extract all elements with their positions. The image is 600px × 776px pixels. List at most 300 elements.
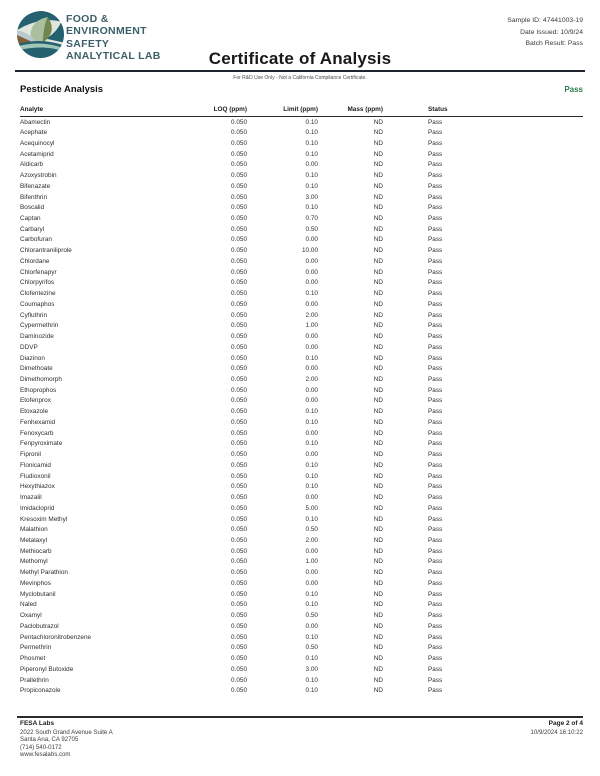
cell-limit: 0.10 [305,182,318,190]
cell-limit: 0.10 [305,483,318,491]
cell-status: Pass [428,322,443,330]
cell-loq: 0.050 [231,472,247,480]
print-timestamp: 10/9/2024 16:10:22 [530,728,583,736]
cell-loq: 0.050 [231,311,247,319]
cell-status: Pass [428,451,443,459]
lab-name-line: ENVIRONMENT [66,25,147,38]
table-row [20,320,583,331]
header-divider [15,70,585,72]
cell-analyte: Carbaryl [20,225,45,233]
cell-analyte: Captan [20,214,41,222]
cell-status: Pass [428,268,443,276]
cell-limit: 0.10 [305,354,318,362]
cell-analyte: Oxamyl [20,612,42,620]
cell-limit: 0.10 [305,515,318,523]
cell-loq: 0.050 [231,397,247,405]
cell-limit: 0.10 [305,139,318,147]
cell-loq: 0.050 [231,622,247,630]
cell-mass: ND [373,354,383,362]
cell-analyte: Daminozide [20,333,54,341]
table-row [20,353,583,364]
cell-status: Pass [428,290,443,298]
table-row [20,331,583,342]
cell-loq: 0.050 [231,644,247,652]
table-row [20,675,583,686]
cell-mass: ND [373,193,383,201]
cell-analyte: Fipronil [20,451,41,459]
cell-status: Pass [428,408,443,416]
cell-loq: 0.050 [231,601,247,609]
cell-limit: 0.10 [305,418,318,426]
cell-loq: 0.050 [231,429,247,437]
cell-status: Pass [428,558,443,566]
cell-status: Pass [428,365,443,373]
cell-loq: 0.050 [231,655,247,663]
cell-status: Pass [428,687,443,695]
cell-loq: 0.050 [231,290,247,298]
cell-analyte: Dimethoate [20,365,53,373]
table-row [20,342,583,353]
cell-loq: 0.050 [231,483,247,491]
sample-id-value: 47441003-19 [542,17,583,24]
cell-limit: 0.10 [305,655,318,663]
pesticide-table-body [20,117,583,697]
cell-mass: ND [373,655,383,663]
cell-loq: 0.050 [231,526,247,534]
cell-loq: 0.050 [231,590,247,598]
cell-loq: 0.050 [231,440,247,448]
cell-mass: ND [373,440,383,448]
cell-status: Pass [428,343,443,351]
footer-divider [17,716,583,718]
section-result-badge: Pass [564,85,583,94]
cell-loq: 0.050 [231,676,247,684]
cell-mass: ND [373,644,383,652]
cell-analyte: Chlordane [20,257,50,265]
cell-analyte: Flonicamid [20,461,51,469]
disclaimer-text: For R&D Use Only - Not a California Compliance Certificate. [233,75,367,81]
cell-analyte: Aldicarb [20,161,44,169]
cell-loq: 0.050 [231,504,247,512]
cell-loq: 0.050 [231,558,247,566]
cell-status: Pass [428,418,443,426]
table-row [20,578,583,589]
cell-status: Pass [428,483,443,491]
cell-status: Pass [428,161,443,169]
footer-phone: (714) 540-0172 [20,743,62,751]
cell-analyte: Bifenthrin [20,193,47,201]
date-issued-value: 10/9/24 [560,28,583,36]
table-row [20,589,583,600]
column-header-loq: LOQ (ppm) [185,106,247,117]
cell-mass: ND [373,333,383,341]
table-row [20,471,583,482]
cell-analyte: Prallethrin [20,676,49,684]
cell-mass: ND [373,204,383,212]
cell-loq: 0.050 [231,612,247,620]
cell-loq: 0.050 [231,204,247,212]
cell-analyte: Methomyl [20,558,48,566]
table-row [20,385,583,396]
table-row [20,567,583,578]
page-title: Certificate of Analysis [208,49,392,68]
cell-loq: 0.050 [231,268,247,276]
cell-loq: 0.050 [231,193,247,201]
cell-loq: 0.050 [231,129,247,137]
cell-status: Pass [428,354,443,362]
cell-limit: 0.00 [305,333,318,341]
cell-status: Pass [428,129,443,137]
cell-analyte: Abamectin [20,118,51,126]
cell-mass: ND [373,504,383,512]
cell-mass: ND [373,375,383,383]
cell-mass: ND [373,311,383,319]
cell-mass: ND [373,547,383,555]
cell-mass: ND [373,515,383,523]
cell-analyte: Pentachloronitrobenzene [20,633,92,641]
cell-loq: 0.050 [231,451,247,459]
batch-result-label: Batch Result: [525,40,566,47]
cell-loq: 0.050 [231,279,247,287]
section-header [20,84,583,95]
cell-analyte: Methiocarb [20,547,52,555]
cell-mass: ND [373,225,383,233]
cell-limit: 0.70 [305,214,318,222]
cell-loq: 0.050 [231,236,247,244]
table-row [20,503,583,514]
cell-analyte: Malathion [20,526,48,534]
cell-mass: ND [373,300,383,308]
lab-name-line: SAFETY [66,37,110,50]
cell-loq: 0.050 [231,537,247,544]
cell-status: Pass [428,590,443,598]
cell-mass: ND [373,150,383,158]
cell-limit: 0.10 [305,204,318,212]
table-row [20,685,583,696]
column-header-status: Status [383,106,583,117]
cell-status: Pass [428,644,443,652]
cell-mass: ND [373,472,383,480]
cell-mass: ND [373,590,383,598]
cell-status: Pass [428,633,443,641]
cell-analyte: Acequinocyl [20,139,55,147]
cell-status: Pass [428,386,443,394]
cell-limit: 0.50 [305,612,318,620]
cell-loq: 0.050 [231,161,247,169]
cell-analyte: Acephate [20,129,48,137]
cell-limit: 0.00 [305,386,318,394]
cell-status: Pass [428,569,443,577]
cell-loq: 0.050 [231,300,247,308]
cell-loq: 0.050 [231,408,247,416]
cell-limit: 0.00 [305,547,318,555]
cell-status: Pass [428,182,443,190]
table-row [20,256,583,267]
cell-status: Pass [428,333,443,341]
cell-status: Pass [428,214,443,222]
footer-address-line: 2022 South Grand Avenue Suite A [20,728,113,736]
table-row [20,396,583,407]
batch-result-line [507,38,583,50]
table-row [20,417,583,428]
cell-status: Pass [428,193,443,201]
table-row [20,621,583,632]
cell-loq: 0.050 [231,687,247,695]
table-row [20,159,583,170]
table-row [20,514,583,525]
cell-limit: 0.00 [305,268,318,276]
cell-limit: 0.00 [305,279,318,287]
cell-loq: 0.050 [231,322,247,330]
lab-name-line: FOOD & [66,13,109,25]
cell-mass: ND [373,612,383,620]
cell-mass: ND [373,408,383,416]
cell-analyte: Permethrin [20,644,52,652]
cell-limit: 0.50 [305,225,318,233]
footer-page-info [530,720,583,737]
cell-limit: 0.10 [305,290,318,298]
cell-status: Pass [428,429,443,437]
cell-limit: 0.00 [305,236,318,244]
cell-status: Pass [428,665,443,673]
cell-loq: 0.050 [231,150,247,158]
cell-loq: 0.050 [231,418,247,426]
cell-analyte: Chlorantraniliprole [20,247,72,255]
cell-status: Pass [428,622,443,630]
cell-limit: 2.00 [305,537,318,544]
cell-status: Pass [428,494,443,502]
table-row [20,310,583,321]
cell-loq: 0.050 [231,182,247,190]
cell-analyte: DDVP [20,343,38,351]
cell-analyte: Naled [20,601,37,609]
cell-analyte: Fenoxycarb [20,429,54,437]
cell-limit: 0.00 [305,569,318,577]
cell-mass: ND [373,129,383,137]
section-title: Pesticide Analysis [20,84,104,95]
cell-analyte: Diazinon [20,354,45,362]
table-row [20,363,583,374]
table-row [20,653,583,664]
cell-analyte: Etofenprox [20,397,51,405]
cell-mass: ND [373,279,383,287]
lab-name-line: ANALYTICAL LAB [66,50,161,63]
cell-limit: 0.50 [305,644,318,652]
cell-analyte: Paclobutrazol [20,622,59,630]
cell-mass: ND [373,601,383,609]
table-row [20,278,583,289]
cell-analyte: Fludioxonil [20,472,51,480]
cell-limit: 0.10 [305,472,318,480]
cell-mass: ND [373,386,383,394]
table-row [20,600,583,611]
cell-limit: 0.00 [305,429,318,437]
cell-limit: 0.00 [305,161,318,169]
table-row [20,149,583,160]
cell-limit: 0.10 [305,633,318,641]
cell-loq: 0.050 [231,333,247,341]
cell-mass: ND [373,118,383,126]
sample-meta [507,15,583,50]
cell-mass: ND [373,537,383,544]
cell-analyte: Hexythiazox [20,483,55,491]
cell-status: Pass [428,472,443,480]
cell-analyte: Methyl Parathion [20,569,68,577]
cell-limit: 1.00 [305,322,318,330]
cell-loq: 0.050 [231,257,247,265]
cell-analyte: Imidacloprid [20,504,55,512]
cell-limit: 0.10 [305,461,318,469]
cell-mass: ND [373,322,383,330]
cell-mass: ND [373,268,383,276]
cell-status: Pass [428,225,443,233]
cell-mass: ND [373,418,383,426]
cell-limit: 0.10 [305,408,318,416]
footer-address-line: Santa Ana, CA 92705 [20,736,79,744]
cell-loq: 0.050 [231,569,247,577]
date-issued-label: Date Issued: [520,28,559,36]
cell-mass: ND [373,558,383,566]
cell-analyte: Azoxystrobin [20,172,57,180]
table-row [20,524,583,535]
cell-mass: ND [373,461,383,469]
table-row [20,245,583,256]
page-number: Page 2 of 4 [548,720,583,727]
cell-status: Pass [428,311,443,319]
cell-limit: 2.00 [305,375,318,383]
cell-analyte: Myclobutanil [20,590,56,598]
cell-loq: 0.050 [231,343,247,351]
cell-status: Pass [428,461,443,469]
column-header-analyte: Analyte [20,106,185,117]
cell-loq: 0.050 [231,139,247,147]
cell-limit: 0.00 [305,257,318,265]
table-row [20,460,583,471]
cell-mass: ND [373,365,383,373]
cell-mass: ND [373,665,383,673]
cell-loq: 0.050 [231,247,247,255]
cell-mass: ND [373,139,383,147]
cell-analyte: Imazalil [20,494,42,502]
table-row [20,557,583,568]
cell-limit: 5.00 [305,504,318,512]
cell-status: Pass [428,515,443,523]
cell-loq: 0.050 [231,225,247,233]
batch-result-value: Pass [567,40,583,47]
cell-analyte: Metalaxyl [20,537,47,544]
cell-status: Pass [428,172,443,180]
cell-analyte: Piperonyl Butoxide [20,665,74,673]
cell-limit: 0.00 [305,579,318,587]
cell-analyte: Ethoprophos [20,386,57,394]
cell-status: Pass [428,612,443,620]
footer-lab-info [20,720,113,759]
footer-lab-name: FESA Labs [20,720,55,727]
cell-analyte: Mevinphos [20,579,51,587]
cell-analyte: Cypermethrin [20,322,59,330]
sample-id-line [507,15,583,27]
cell-limit: 0.10 [305,687,318,695]
table-row [20,181,583,192]
table-header-row [20,106,583,117]
cell-limit: 3.00 [305,193,318,201]
table-row [20,224,583,235]
cell-limit: 0.10 [305,129,318,137]
table-row [20,546,583,557]
cell-analyte: Cyfluthrin [20,311,47,319]
cell-loq: 0.050 [231,118,247,126]
cell-status: Pass [428,601,443,609]
table-row [20,610,583,621]
cell-loq: 0.050 [231,461,247,469]
cell-limit: 0.00 [305,622,318,630]
cell-limit: 0.10 [305,118,318,126]
cell-mass: ND [373,343,383,351]
cell-status: Pass [428,537,443,544]
cell-mass: ND [373,483,383,491]
cell-mass: ND [373,257,383,265]
cell-loq: 0.050 [231,172,247,180]
cell-status: Pass [428,375,443,383]
cell-status: Pass [428,279,443,287]
table-row [20,439,583,450]
table-row [20,192,583,203]
cell-analyte: Chlorpyrifos [20,279,55,287]
table-row [20,288,583,299]
cell-status: Pass [428,547,443,555]
cell-status: Pass [428,676,443,684]
cell-mass: ND [373,236,383,244]
cell-analyte: Clofentezine [20,290,56,298]
cell-limit: 0.00 [305,343,318,351]
cell-mass: ND [373,172,383,180]
cell-analyte: Kresoxim Methyl [20,515,68,523]
cell-status: Pass [428,236,443,244]
cell-mass: ND [373,579,383,587]
cell-status: Pass [428,139,443,147]
cell-mass: ND [373,214,383,222]
cell-loq: 0.050 [231,214,247,222]
table-row [20,117,583,128]
table-row [20,213,583,224]
table-row [20,406,583,417]
cell-limit: 0.00 [305,494,318,502]
cell-analyte: Coumaphos [20,300,55,308]
table-row [20,299,583,310]
cell-mass: ND [373,397,383,405]
cell-analyte: Carbofuran [20,236,52,244]
cell-limit: 1.00 [305,558,318,566]
table-row [20,428,583,439]
table-row [20,170,583,181]
cell-analyte: Propiconazole [20,687,61,695]
cell-analyte: Boscalid [20,204,45,212]
footer-website: www.fesalabs.com [20,751,71,759]
cell-loq: 0.050 [231,375,247,383]
table-row [20,374,583,385]
cell-limit: 0.10 [305,150,318,158]
cell-limit: 0.00 [305,451,318,459]
table-row [20,632,583,643]
cell-mass: ND [373,451,383,459]
cell-analyte: Dimethomorph [20,375,62,383]
cell-mass: ND [373,494,383,502]
cell-loq: 0.050 [231,579,247,587]
cell-status: Pass [428,118,443,126]
cell-analyte: Etoxazole [20,408,49,416]
cell-status: Pass [428,247,443,255]
table-row [20,642,583,653]
